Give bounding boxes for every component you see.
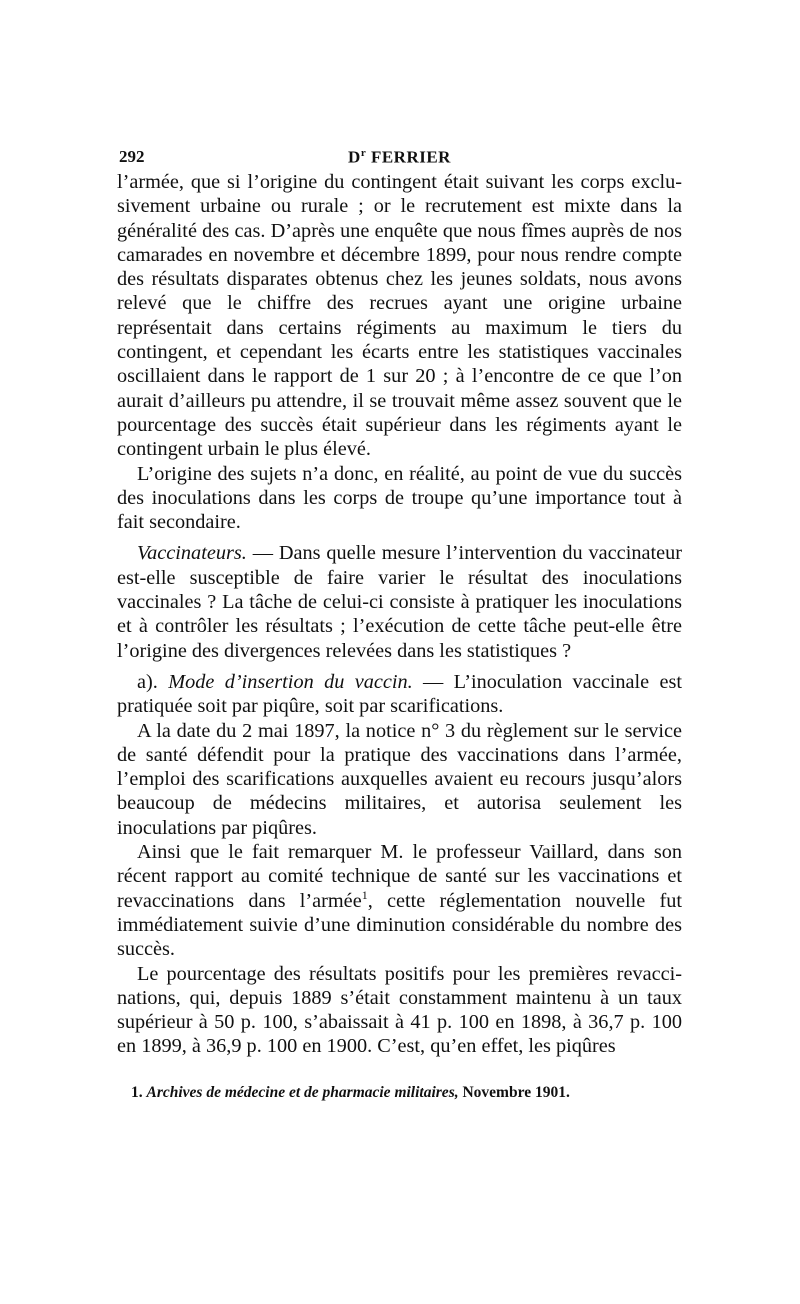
section-heading-vaccinateurs: Vaccinateurs. bbox=[137, 542, 247, 565]
running-head bbox=[117, 147, 682, 168]
paragraph-pourcentage: Le pourcentage des résultats positifs pour les premières revaccinations, qui, depuis 1889 s’était constamment maintenu à un taux supérieur à 50 p. 100, s’abaissait à 41 p. 100 en 1898, à 36,7 p. 100 en 1899, à 36,9 p. 100 en 1900. C’est, qu’en effet, les piqûres bbox=[117, 962, 682, 1058]
footnote-reference: 1 bbox=[361, 887, 368, 902]
page-number: 292 bbox=[119, 147, 145, 166]
author-name: FERRIER bbox=[366, 147, 451, 167]
paragraph-vaillard bbox=[117, 840, 682, 961]
subsection-label: a). bbox=[137, 670, 169, 693]
author-prefix: D bbox=[348, 147, 361, 167]
book-page bbox=[117, 142, 682, 1103]
body-text bbox=[117, 170, 682, 1059]
footnote-title: Archives de médecine et de pharmacie militaires, bbox=[146, 1083, 459, 1101]
footnote bbox=[117, 1083, 682, 1103]
paragraph-origin-conclusion: L’origine des sujets n’a donc, en réalité, au point de vue du succès des inoculations dans les corps de troupe qu’une importance tout à fait secondaire. bbox=[117, 462, 682, 534]
subsection-heading-mode-insertion: Mode d’insertion du vaccin. bbox=[168, 670, 413, 693]
paragraph-mode-insertion bbox=[117, 670, 682, 719]
author-sup: r bbox=[360, 147, 367, 159]
paragraph-reglement: A la date du 2 mai 1897, la notice n° 3 du règlement sur le service de santé défendit pour la pratique des vaccinations dans l’armée, l’emploi des scarifications auxquelles avaient eu recours jusqu’alors beaucoup de médecins militaires, et autorisa seulement les inoculations par piqûres. bbox=[117, 719, 682, 839]
page-header bbox=[117, 142, 682, 170]
footnote-label: 1. bbox=[131, 1083, 147, 1101]
paragraph-origin-contingent: l’armée, que si l’origine du contingent était suivant les corps exclusivement urbaine ou rurale ; or le recrutement est mixte dans la généralité des cas. D’après une enquête que nous fîmes auprès de nos camarades en novembre et décembre 1899, pour nous rendre compte des résultats disparates obtenus chez les jeunes soldats, nous avons relevé que le chiffre des recrues ayant une origine urbaine représentait dans certains régiments au maximum le tiers du contingent, et cependant les écarts entre les statistiques vaccinales oscillaient dans le rapport de 1 sur 20 ; à l’encontre de ce que l’on aurait d’ailleurs pu attendre, il se trouvait même assez souvent que le pourcentage des succès était supérieur dans les régiments ayant le contingent urbain le plus élevé. bbox=[117, 171, 682, 461]
paragraph-vaillard-after: , cette réglementation nouvelle fut immédiatement suivie d’une diminution considérable du nombre des succès. bbox=[117, 889, 682, 961]
paragraph-mode-insertion-text: — L’inoculation vaccinale est pratiquée soit par piqûre, soit par scarifications. bbox=[117, 670, 682, 718]
footnote-date: Novembre 1901. bbox=[458, 1083, 570, 1101]
paragraph-vaccinateurs-text: — Dans quelle mesure l’intervention du vaccinateur est-elle susceptible de faire varier le résultat des inoculations vaccinales ? La tâche de celui-ci consiste à pratiquer les inoculations et à contrôler les résultats ; l’exécution de cette tâche peut-elle être l’origine des divergences relevées dans les statistiques ? bbox=[117, 542, 682, 662]
paragraph-vaillard-before: Ainsi que le fait remarquer M. le professeur Vaillard, dans son récent rapport au comité technique de santé sur les vaccinations et revaccinations dans l’armée bbox=[117, 841, 682, 912]
paragraph-vaccinateurs bbox=[117, 541, 682, 662]
